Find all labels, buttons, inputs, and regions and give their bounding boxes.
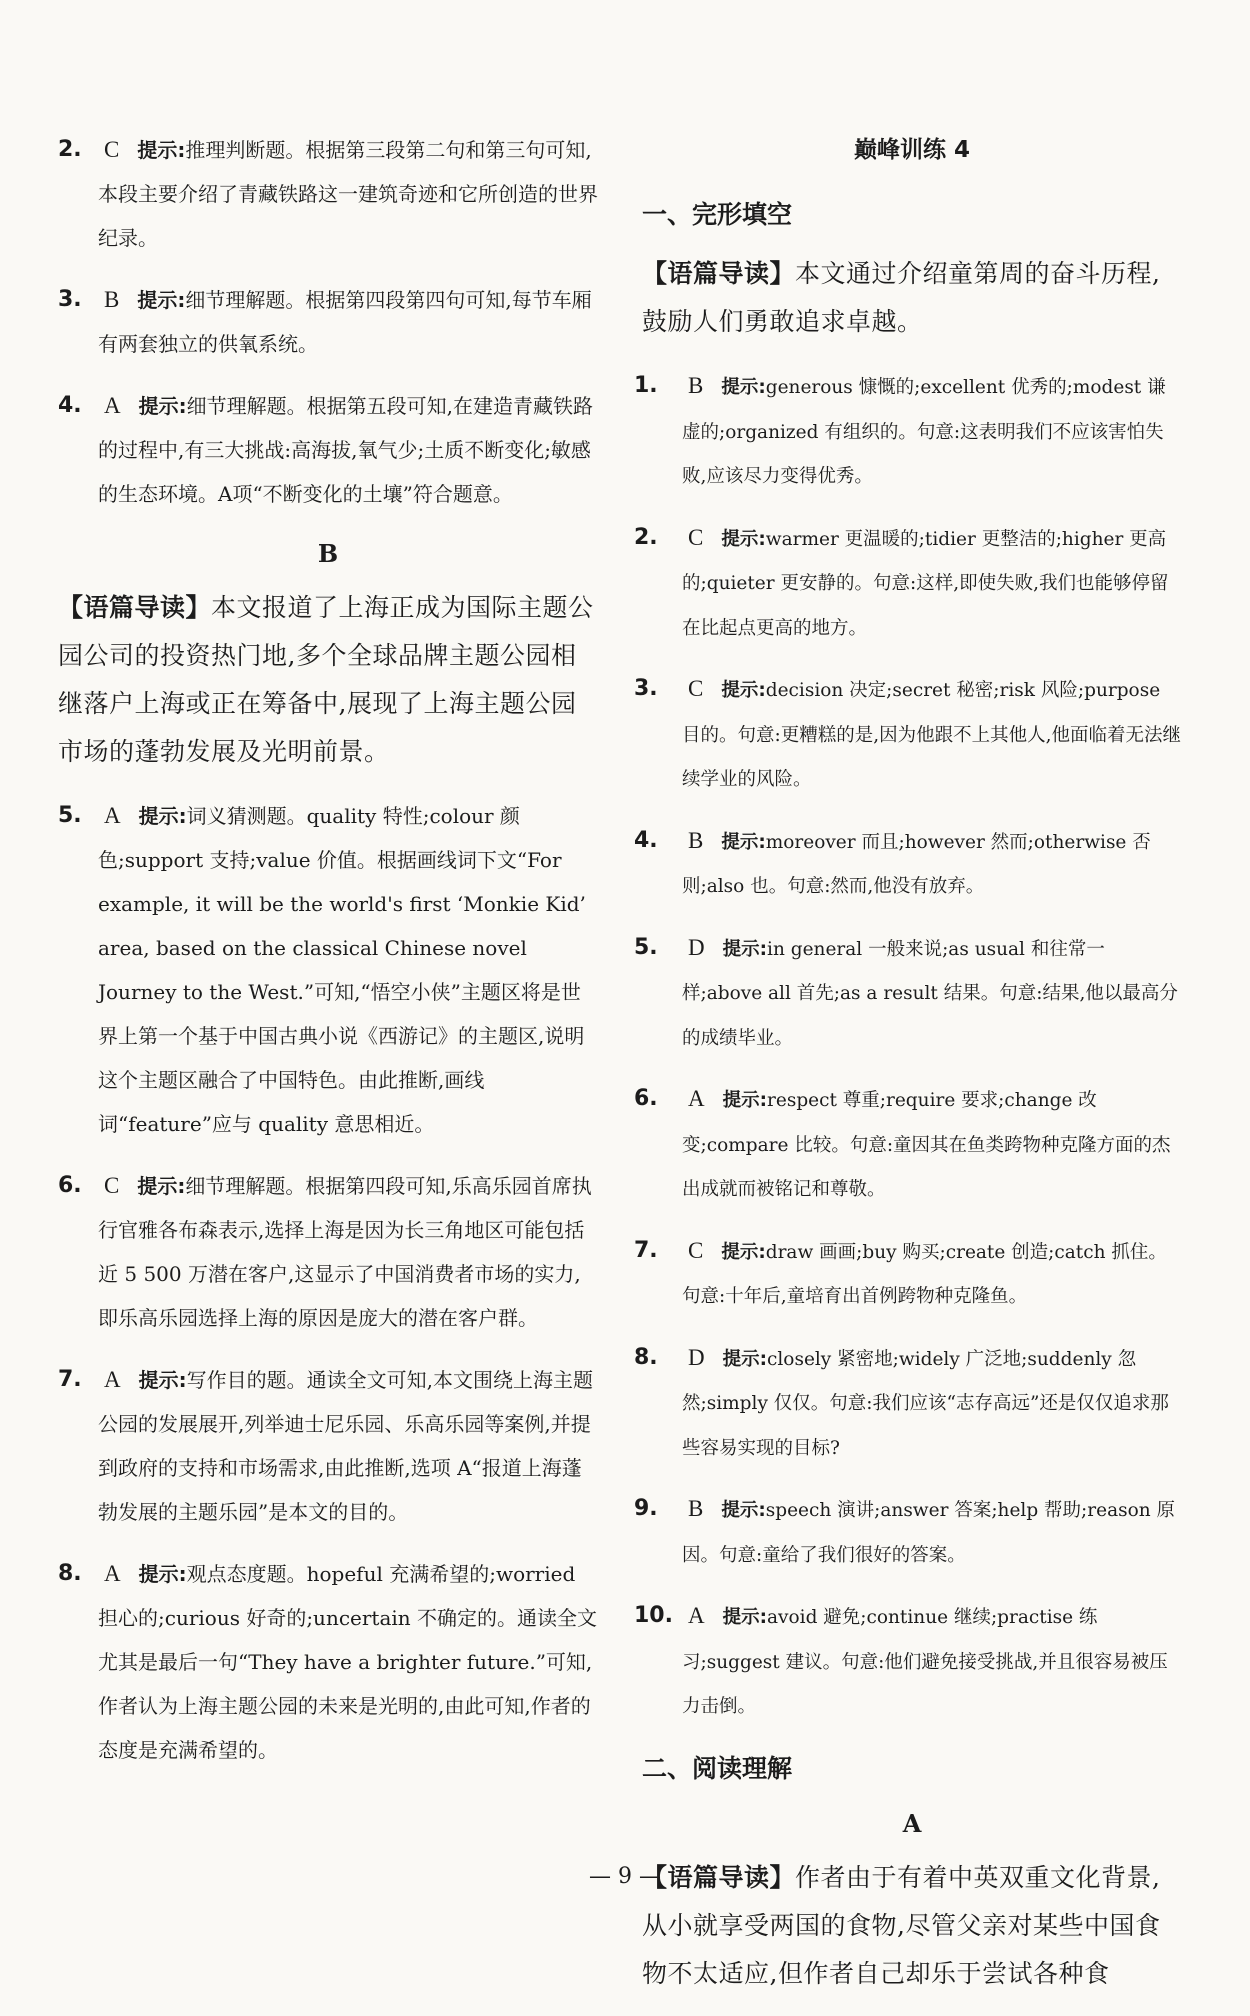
question-number: 2. — [634, 524, 658, 550]
question-number: 7. — [58, 1367, 82, 1392]
question-number: 4. — [634, 827, 658, 853]
answer-item — [634, 516, 1182, 652]
section-title: 巅峰训练 4 — [853, 137, 970, 163]
answer-item — [58, 128, 598, 260]
answer-item — [58, 794, 598, 1146]
question-number: 8. — [634, 1344, 658, 1370]
answer-letter: B — [688, 373, 704, 398]
answer-item — [58, 1358, 598, 1534]
section-heading-b: B — [317, 539, 339, 568]
hint-label: 提示: — [721, 377, 766, 398]
question-number: 4. — [58, 393, 82, 418]
answer-letter: C — [688, 524, 704, 550]
hint-text: respect 尊重;require 要求;change 改变;compare 比较。句意:童因其在鱼类跨物种克隆方面的杰出成就而被铭记和尊敬。 — [682, 1090, 1171, 1200]
answer-item — [634, 1487, 1182, 1578]
hint-text: 细节理解题。根据第四段可知,乐高乐园首席执行官雅各布森表示,选择上海是因为长三角地区可能包括近 5 500 万潜在客户,这显示了中国消费者市场的实力,即乐高乐园选择上海的原因是庞大的潜在客户群。 — [98, 1174, 592, 1330]
answer-item — [634, 667, 1182, 803]
hint-label: 提示: — [138, 1562, 187, 1586]
left-column — [58, 128, 598, 1790]
hint-text: warmer 更温暖的;tidier 更整洁的;higher 更高的;quieter 更安静的。句意:这样,即使失败,我们也能够停留在比起点更高的地方。 — [682, 528, 1169, 639]
answer-letter: D — [688, 934, 705, 960]
answer-item — [58, 1552, 598, 1772]
hint-label: 提示: — [721, 831, 766, 853]
part-title-cloze: 一、完形填空 — [642, 200, 793, 229]
hint-label: 提示: — [137, 288, 186, 312]
hint-text: 细节理解题。根据第五段可知,在建造青藏铁路的过程中,有三大挑战:高海拔,氧气少;土质不断变化;敏感的生态环境。A项“不断变化的土壤”符合题意。 — [98, 394, 593, 506]
hint-text: decision 决定;secret 秘密;risk 风险;purpose 目的。句意:更糟糕的是,因为他跟不上其他人,他面临着无法继续学业的风险。 — [682, 680, 1181, 790]
hint-text: closely 紧密地;widely 广泛地;suddenly 忽然;simply 仅仅。句意:我们应该“志存高远”还是仅仅追求那些容易实现的目标? — [682, 1348, 1169, 1459]
answer-letter: C — [104, 1173, 120, 1198]
answer-letter: C — [104, 137, 120, 162]
hint-text: 词义猜测题。quality 特性;colour 颜色;support 支持;value 价值。根据画线词下文“For example, it will be the world's first ‘Monkie Kid’ area, based on the classical Chinese novel Journey to the West.”可知,“悟空小侠”主题区将是世界上第一个基于中国古典小说《西游记》的主题区,说明这个主题区融合了中国特色。由此推断,画线词“feature”应与 quality 意思相近。 — [98, 804, 586, 1136]
answer-letter: A — [104, 1367, 121, 1392]
guide-text: 本文通过介绍童第周的奋斗历程,鼓励人们勇敢追求卓越。 — [642, 259, 1161, 336]
section-heading-a: A — [902, 1808, 922, 1838]
question-number: 9. — [634, 1496, 658, 1521]
answer-item — [634, 819, 1182, 910]
hint-label: 提示: — [721, 680, 766, 701]
hint-label: 提示: — [137, 138, 186, 162]
question-number: 1. — [634, 373, 658, 398]
question-number: 3. — [634, 676, 658, 701]
guide-label: 【语篇导读】 — [642, 1862, 796, 1892]
hint-label: 提示: — [138, 1368, 187, 1392]
reading-guide — [58, 584, 598, 776]
part-title-reading: 二、阅读理解 — [642, 1753, 793, 1783]
hint-label: 提示: — [137, 1174, 186, 1198]
hint-text: 写作目的题。通读全文可知,本文围绕上海主题公园的发展展开,列举迪士尼乐园、乐高乐园等案例,并提到政府的支持和市场需求,由此推断,选项 A“报道上海蓬勃发展的主题乐园”是本文的目的。 — [98, 1368, 593, 1524]
answer-letter: A — [688, 1086, 705, 1111]
answer-item — [58, 1164, 598, 1340]
hint-text: 细节理解题。根据第四段第四句可知,每节车厢有两套独立的供氧系统。 — [98, 288, 592, 356]
answer-item — [634, 364, 1182, 500]
question-number: 5. — [634, 934, 658, 960]
answer-letter: A — [104, 803, 121, 828]
question-number: 5. — [58, 803, 82, 828]
answer-letter: C — [688, 676, 704, 701]
answer-letter: B — [104, 287, 120, 312]
guide-text: 本文报道了上海正成为国际主题公园公司的投资热门地,多个全球品牌主题公园相继落户上海或正在筹备中,展现了上海主题公园市场的蓬勃发展及光明前景。 — [58, 593, 594, 766]
hint-text: in general 一般来说;as usual 和往常一样;above all 首先;as a result 结果。句意:结果,他以最高分的成绩毕业。 — [682, 938, 1178, 1049]
question-number: 6. — [58, 1173, 82, 1198]
guide-text: 作者由于有着中英双重文化背景,从小就享受两国的食物,尽管父亲对某些中国食物不太适应,但作者自己却乐于尝试各种食 — [642, 1862, 1161, 1988]
hint-text: moreover 而且;however 然而;otherwise 否则;also 也。句意:然而,他没有放弃。 — [682, 831, 1151, 897]
right-column — [634, 128, 1182, 2016]
answer-letter: D — [688, 1344, 705, 1370]
answer-item — [634, 1229, 1182, 1320]
hint-label: 提示: — [722, 938, 768, 960]
answer-letter: A — [688, 1603, 705, 1628]
hint-text: 观点态度题。hopeful 充满希望的;worried 担心的;curious 好奇的;uncertain 不确定的。通读全文尤其是最后一句“They have a brighter future.”可知,作者认为上海主题公园的未来是光明的,由此可知,作者的态度是充满希望的。 — [98, 1562, 598, 1762]
answer-letter: C — [688, 1237, 704, 1263]
guide-label: 【语篇导读】 — [642, 259, 796, 288]
answer-item — [634, 1077, 1182, 1213]
answer-letter: B — [688, 827, 704, 853]
hint-label: 提示: — [721, 1500, 766, 1521]
answer-item — [58, 278, 598, 366]
hint-text: draw 画画;buy 购买;create 创造;catch 抓住。句意:十年后,童培育出首例跨物种克隆鱼。 — [682, 1241, 1167, 1307]
answer-letter: A — [104, 1561, 121, 1586]
answer-item — [58, 384, 598, 516]
hint-label: 提示: — [721, 1241, 766, 1263]
hint-label: 提示: — [138, 804, 187, 828]
answer-item — [634, 1336, 1182, 1472]
question-number: 8. — [58, 1561, 82, 1586]
question-number: 2. — [58, 137, 82, 162]
hint-text: 推理判断题。根据第三段第二句和第三句可知,本段主要介绍了青藏铁路这一建筑奇迹和它所创造的世界纪录。 — [98, 138, 598, 250]
hint-label: 提示: — [138, 394, 187, 418]
guide-label: 【语篇导读】 — [58, 593, 212, 622]
hint-label: 提示: — [722, 1607, 768, 1628]
answer-item — [634, 1594, 1182, 1730]
answer-letter: A — [104, 393, 121, 418]
hint-label: 提示: — [722, 1348, 768, 1370]
question-number: 6. — [634, 1086, 658, 1111]
question-number: 7. — [634, 1237, 658, 1263]
hint-text: speech 演讲;answer 答案;help 帮助;reason 原因。句意:童给了我们很好的答案。 — [682, 1500, 1176, 1566]
answer-item — [634, 926, 1182, 1062]
hint-label: 提示: — [722, 1090, 768, 1111]
hint-text: generous 慷慨的;excellent 优秀的;modest 谦虚的;organized 有组织的。句意:这表明我们不应该害怕失败,应该尽力变得优秀。 — [682, 377, 1166, 487]
question-number: 10. — [634, 1603, 673, 1628]
reading-guide — [642, 250, 1182, 346]
question-number: 3. — [58, 287, 82, 312]
hint-text: avoid 避免;continue 继续;practise 练习;suggest 建议。句意:他们避免接受挑战,并且很容易被压力击倒。 — [682, 1607, 1168, 1717]
answer-letter: B — [688, 1496, 704, 1521]
page-number: — 9 — — [589, 1864, 661, 1889]
hint-label: 提示: — [721, 528, 766, 550]
